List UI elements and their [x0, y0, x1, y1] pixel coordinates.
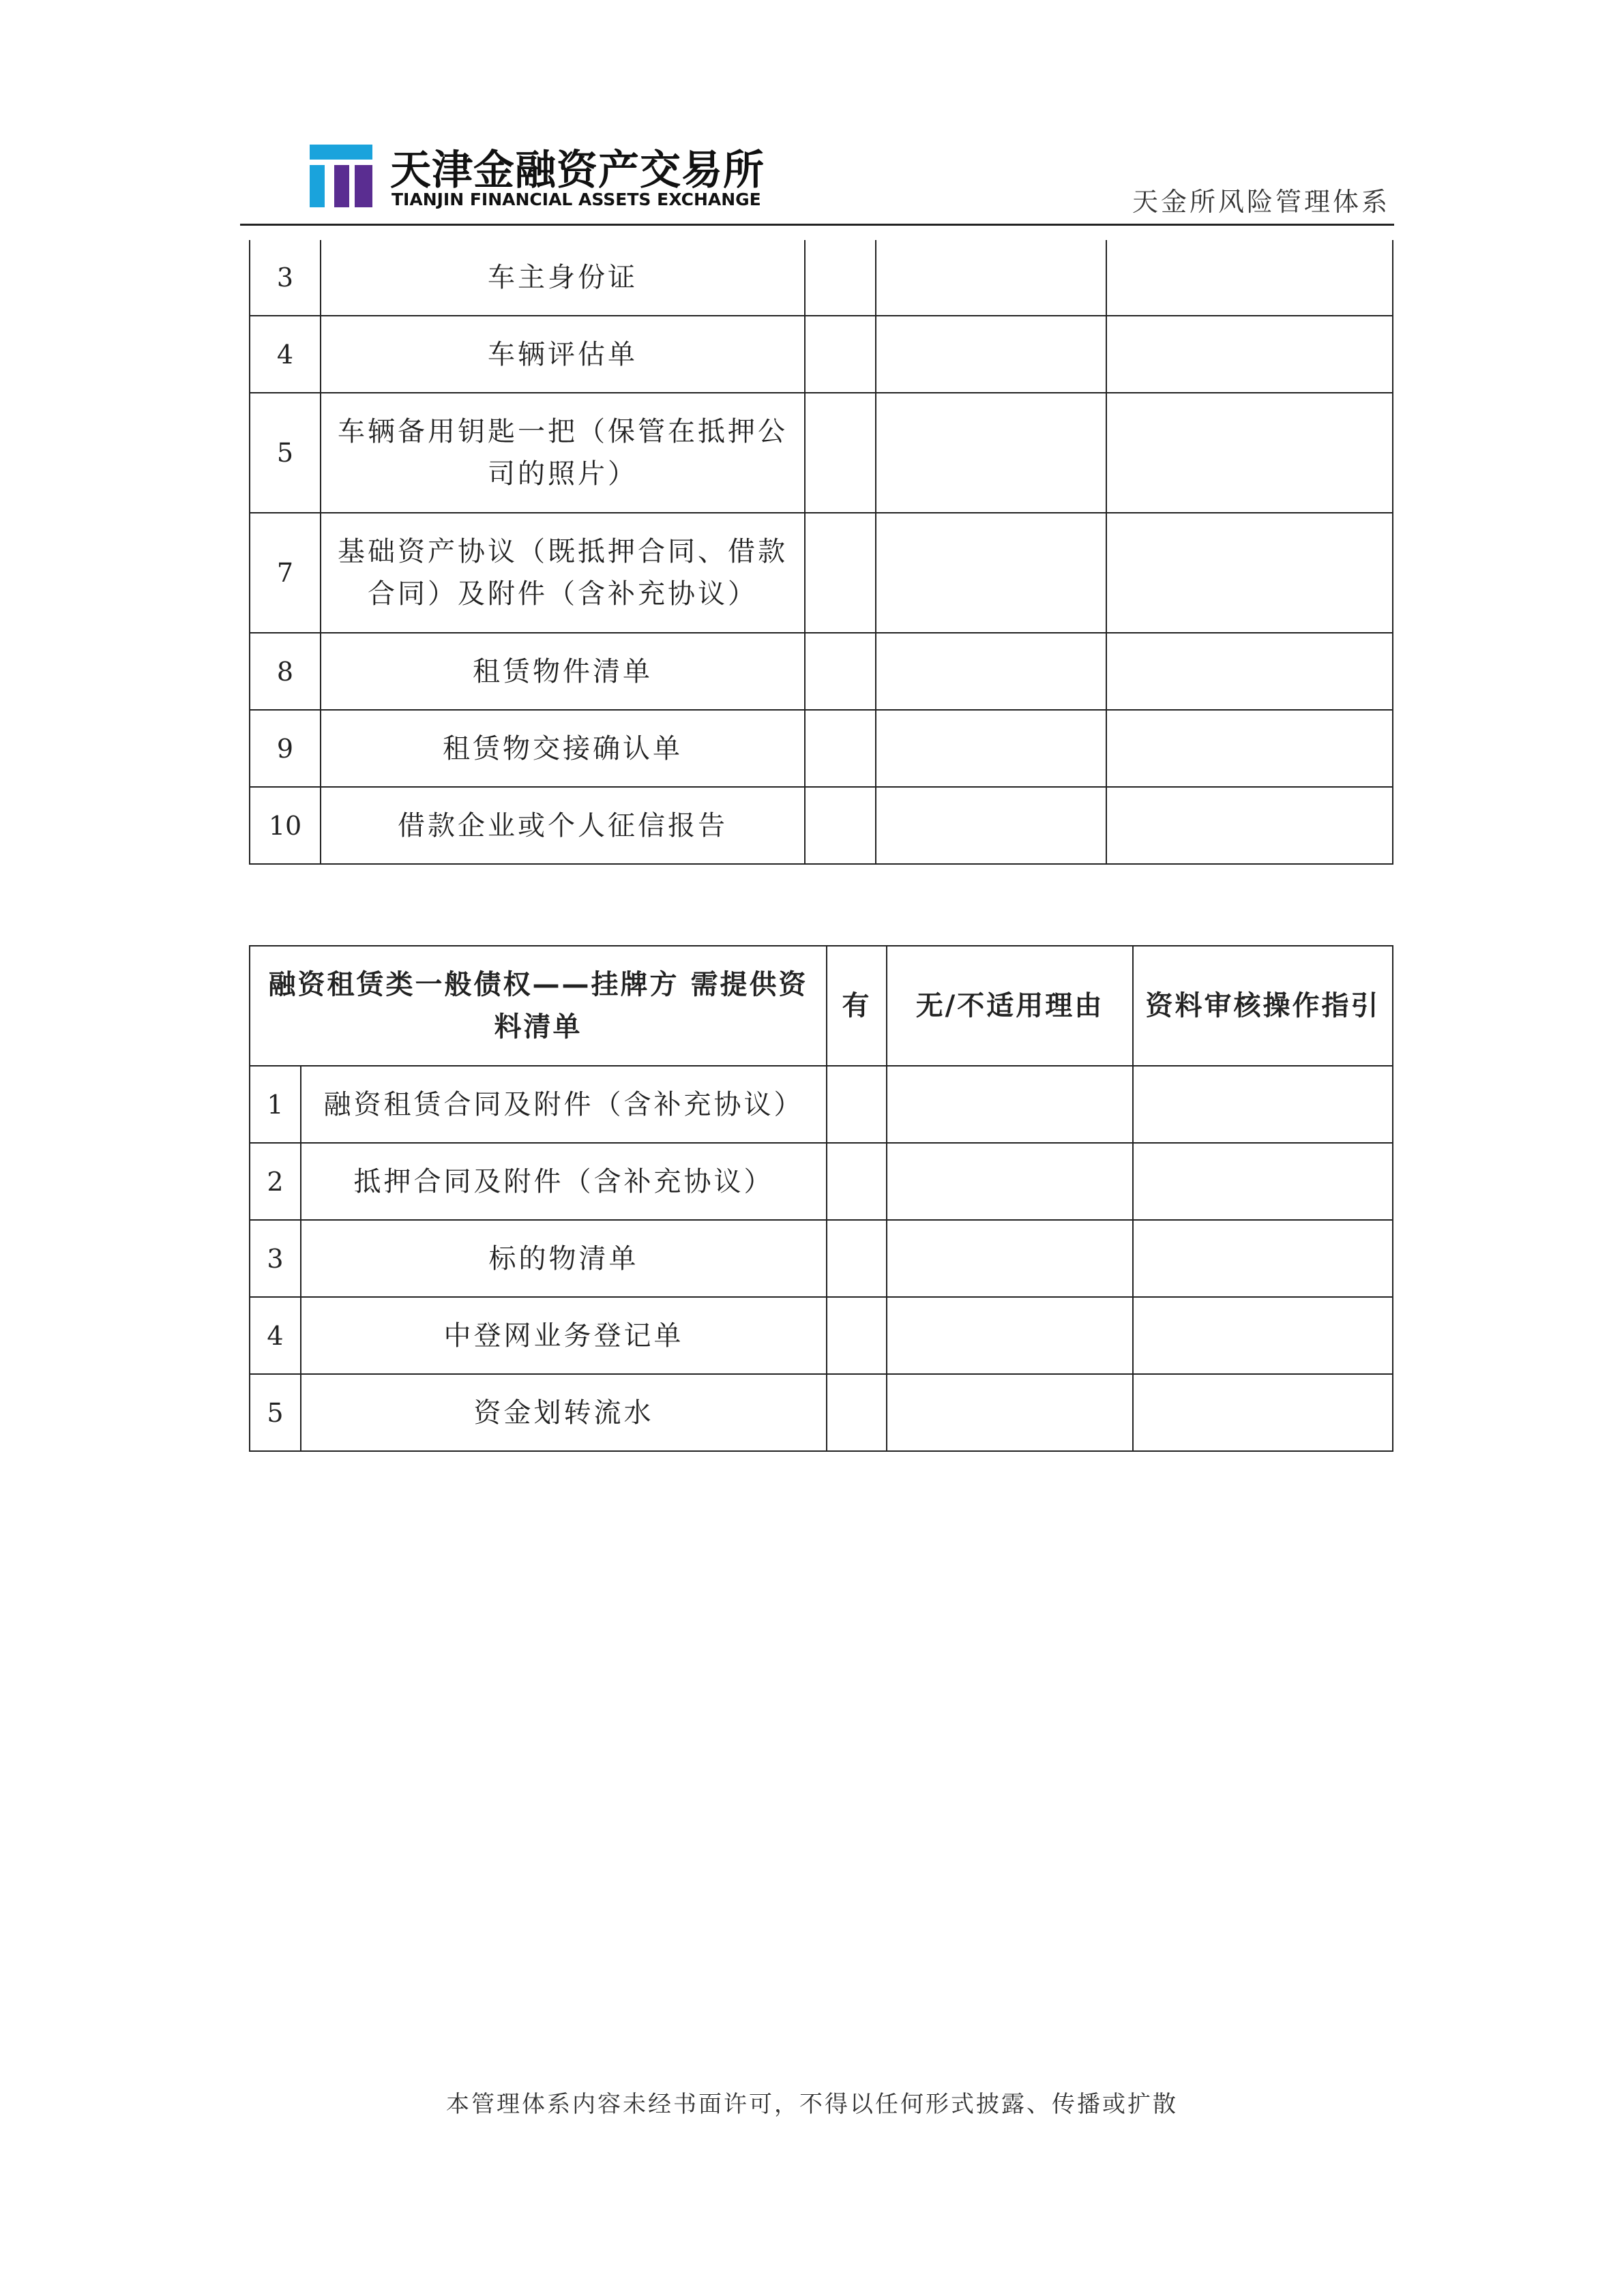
table-row — [250, 1066, 1393, 1143]
table-title-cell: 融资租赁类一般债权——挂牌方 需提供资料清单 — [250, 946, 827, 1066]
row-number: 5 — [250, 1374, 301, 1451]
has-cell[interactable] — [827, 1297, 887, 1374]
reason-cell[interactable] — [887, 1220, 1133, 1297]
has-cell[interactable] — [805, 393, 876, 513]
has-cell[interactable] — [805, 710, 876, 787]
confidentiality-notice: 本管理体系内容未经书面许可，不得以任何形式披露、传播或扩散 — [446, 2091, 1178, 2118]
reason-column-header: 无/不适用理由 — [887, 946, 1133, 1066]
row-number: 7 — [250, 513, 321, 633]
row-number: 8 — [250, 633, 321, 710]
table-row — [250, 1143, 1393, 1220]
guide-cell[interactable] — [1133, 1374, 1393, 1451]
table-row — [250, 1220, 1393, 1297]
material-item: 资金划转流水 — [301, 1374, 827, 1451]
reason-cell[interactable] — [887, 1066, 1133, 1143]
has-cell[interactable] — [805, 240, 876, 316]
reason-cell[interactable] — [876, 787, 1106, 864]
reason-cell[interactable] — [887, 1143, 1133, 1220]
table-row — [250, 240, 1393, 316]
table-row — [250, 787, 1393, 864]
row-number: 4 — [250, 316, 321, 393]
material-item: 借款企业或个人征信报告 — [321, 787, 805, 864]
table-row — [250, 316, 1393, 393]
guide-cell[interactable] — [1106, 633, 1393, 710]
table-row — [250, 710, 1393, 787]
has-cell[interactable] — [827, 1066, 887, 1143]
logo-chinese-name: 天津金融资产交易所 — [390, 147, 765, 194]
row-number: 1 — [250, 1066, 301, 1143]
material-item: 车辆备用钥匙一把（保管在抵押公司的照片） — [321, 393, 805, 513]
reason-cell[interactable] — [876, 393, 1106, 513]
material-item: 融资租赁合同及附件（含补充协议） — [301, 1066, 827, 1143]
guide-cell[interactable] — [1106, 710, 1393, 787]
material-item: 车主身份证 — [321, 240, 805, 316]
table-header-row — [250, 946, 1393, 1066]
row-number: 2 — [250, 1143, 301, 1220]
page-header — [240, 130, 1394, 226]
row-number: 9 — [250, 710, 321, 787]
material-list-table-continued — [249, 240, 1393, 865]
has-cell[interactable] — [805, 787, 876, 864]
reason-cell[interactable] — [876, 240, 1106, 316]
reason-cell[interactable] — [887, 1297, 1133, 1374]
guide-cell[interactable] — [1106, 316, 1393, 393]
guide-column-header: 资料审核操作指引 — [1133, 946, 1393, 1066]
guide-cell[interactable] — [1106, 513, 1393, 633]
guide-cell[interactable] — [1133, 1220, 1393, 1297]
tfae-logo-icon — [307, 142, 375, 210]
table-row — [250, 513, 1393, 633]
guide-cell[interactable] — [1106, 393, 1393, 513]
tfae-logo — [307, 142, 969, 217]
row-number: 3 — [250, 240, 321, 316]
has-cell[interactable] — [827, 1220, 887, 1297]
financial-leasing-material-table — [249, 945, 1393, 1452]
row-number: 10 — [250, 787, 321, 864]
reason-cell[interactable] — [876, 513, 1106, 633]
reason-cell[interactable] — [887, 1374, 1133, 1451]
table-row — [250, 393, 1393, 513]
material-item: 中登网业务登记单 — [301, 1297, 827, 1374]
material-item: 租赁物交接确认单 — [321, 710, 805, 787]
guide-cell[interactable] — [1133, 1143, 1393, 1220]
has-cell[interactable] — [805, 316, 876, 393]
table-row — [250, 633, 1393, 710]
reason-cell[interactable] — [876, 316, 1106, 393]
guide-cell[interactable] — [1133, 1066, 1393, 1143]
material-item: 车辆评估单 — [321, 316, 805, 393]
material-item: 标的物清单 — [301, 1220, 827, 1297]
system-name: 天金所风险管理体系 — [1132, 187, 1390, 217]
row-number: 4 — [250, 1297, 301, 1374]
table-row — [250, 1374, 1393, 1451]
has-column-header: 有 — [827, 946, 887, 1066]
material-item: 租赁物件清单 — [321, 633, 805, 710]
material-item: 抵押合同及附件（含补充协议） — [301, 1143, 827, 1220]
reason-cell[interactable] — [876, 633, 1106, 710]
has-cell[interactable] — [827, 1374, 887, 1451]
material-item: 基础资产协议（既抵押合同、借款合同）及附件（含补充协议） — [321, 513, 805, 633]
table-row — [250, 1297, 1393, 1374]
guide-cell[interactable] — [1106, 240, 1393, 316]
has-cell[interactable] — [805, 633, 876, 710]
has-cell[interactable] — [805, 513, 876, 633]
has-cell[interactable] — [827, 1143, 887, 1220]
logo-english-name: TIANJIN FINANCIAL ASSETS EXCHANGE — [392, 190, 761, 209]
row-number: 5 — [250, 393, 321, 513]
reason-cell[interactable] — [876, 710, 1106, 787]
guide-cell[interactable] — [1106, 787, 1393, 864]
guide-cell[interactable] — [1133, 1297, 1393, 1374]
row-number: 3 — [250, 1220, 301, 1297]
